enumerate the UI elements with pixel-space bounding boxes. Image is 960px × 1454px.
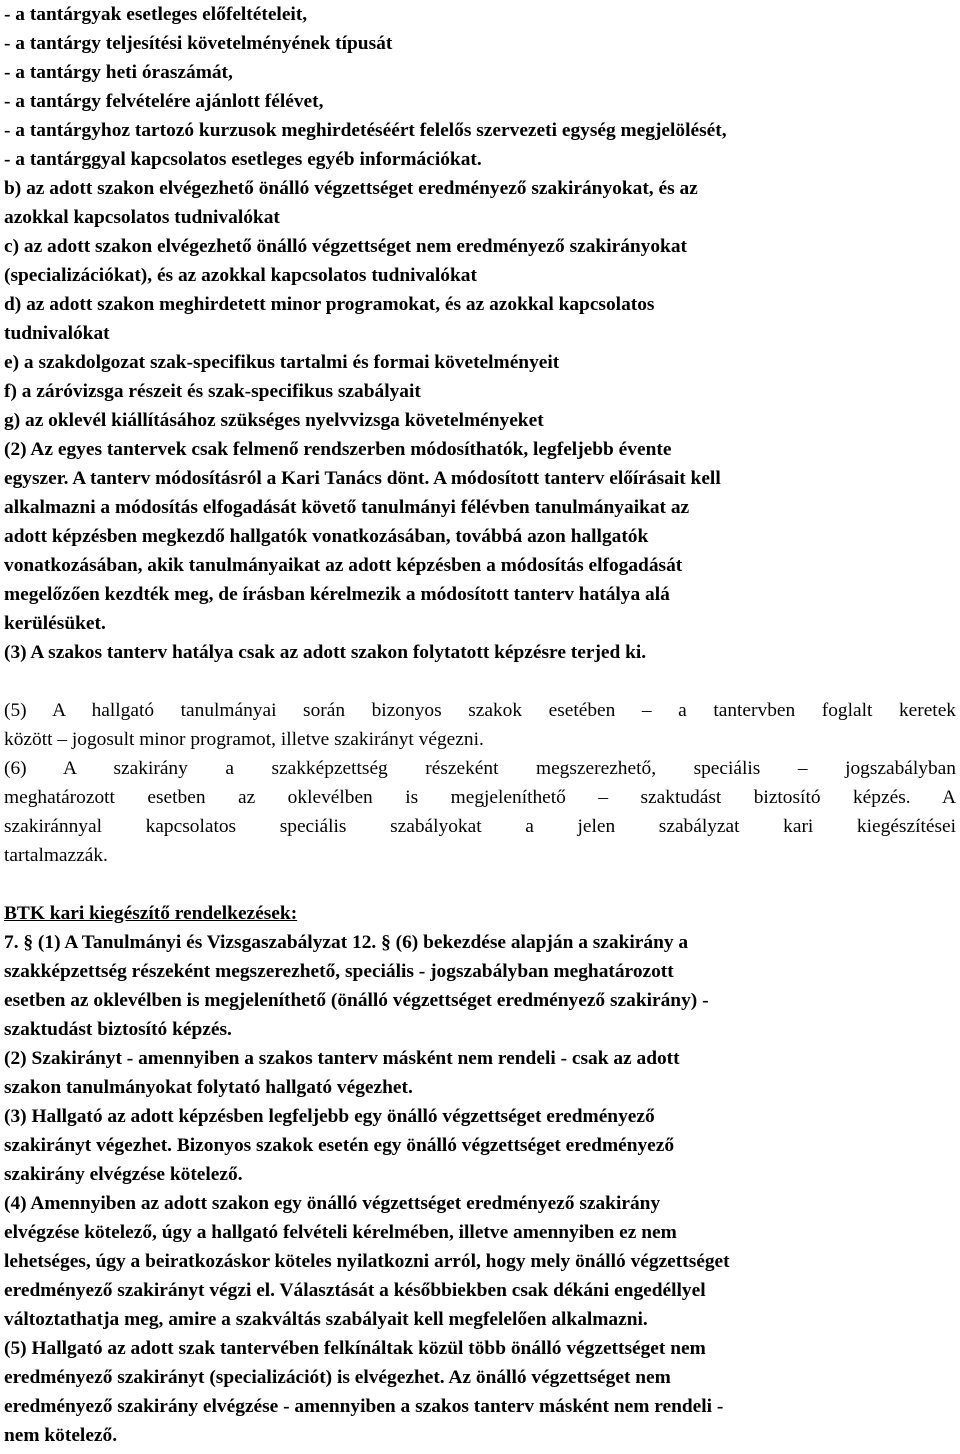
text-line: szakirányt végezhet. Bizonyos szakok esetén egy önálló végzettséget eredményező — [4, 1135, 675, 1156]
text-line: (3) A szakos tanterv hatálya csak az adott szakon folytatott képzésre terjed ki. — [4, 642, 647, 663]
text-line: alkalmazni a módosítás elfogadását követő tanulmányi félévben tanulmányaikat az — [4, 497, 690, 518]
text-line: e) a szakdolgozat szak-specifikus tartalmi és formai követelményeit — [4, 352, 560, 373]
list-item: - a tantárgyak esetleges előfeltételeit, — [4, 4, 308, 25]
list-item: - a tantárgy felvételére ajánlott félévet, — [4, 91, 324, 112]
text-line: tartalmazzák. — [4, 845, 108, 866]
text-line: (6) A szakirány a szakképzettség részeként megszerezhető, speciális – jogszabályban — [4, 758, 956, 779]
text-line: azokkal kapcsolatos tudnivalókat — [4, 207, 280, 228]
section-heading: BTK kari kiegészítő rendelkezések: — [4, 903, 298, 924]
spacer — [4, 667, 956, 696]
text-line: szakon tanulmányokat folytató hallgató végezhet. — [4, 1077, 413, 1098]
text-line: 7. § (1) A Tanulmányi és Vizsgaszabályzat 12. § (6) bekezdése alapján a szakirány a — [4, 932, 689, 953]
text-line: tudnivalókat — [4, 323, 110, 344]
text-line: d) az adott szakon meghirdetett minor programokat, és az azokkal kapcsolatos — [4, 294, 655, 315]
text-line: szakirány elvégzése kötelező. — [4, 1164, 243, 1185]
text-line: c) az adott szakon elvégezhető önálló végzettséget nem eredményező szakirányokat — [4, 236, 687, 257]
text-line: g) az oklevél kiállításához szükséges nyelvvizsga követelményeket — [4, 410, 544, 431]
text-line: b) az adott szakon elvégezhető önálló végzettséget eredményező szakirányokat, és az — [4, 178, 698, 199]
text-line: szaktudást biztosító képzés. — [4, 1019, 232, 1040]
text-line: eredményező szakirányt végzi el. Választását a későbbiekben csak dékáni engedéllyel — [4, 1280, 706, 1301]
text-line: lehetséges, úgy a beiratkozáskor köteles nyilatkozni arról, hogy mely önálló végzettséget — [4, 1251, 730, 1272]
text-line: (4) Amennyiben az adott szakon egy önálló végzettséget eredményező szakirány — [4, 1193, 661, 1214]
text-line: elvégzése kötelező, úgy a hallgató felvételi kérelmében, illetve amennyiben ez nem — [4, 1222, 677, 1243]
text-line: (2) Szakirányt - amennyiben a szakos tanterv másként nem rendeli - csak az adott — [4, 1048, 680, 1069]
text-line: adott képzésben megkezdő hallgatók vonatkozásában, továbbá azon hallgatók — [4, 526, 649, 547]
course-info-list — [4, 0, 956, 174]
document-page — [4, 0, 956, 1450]
list-item: - a tantárggyal kapcsolatos esetleges egyéb információkat. — [4, 149, 482, 170]
text-line: szakképzettség részeként megszerezhető, speciális - jogszabályban meghatározott — [4, 961, 674, 982]
text-line: (3) Hallgató az adott képzésben legfeljebb egy önálló végzettséget eredményező — [4, 1106, 655, 1127]
text-line: szakiránnyal kapcsolatos speciális szabályokat a jelen szabályzat kari kiegészítései — [4, 816, 956, 837]
list-item: - a tantárgy heti óraszámát, — [4, 62, 233, 83]
text-line: (5) A hallgató tanulmányai során bizonyos szakok esetében – a tantervben foglalt keretek — [4, 700, 956, 721]
spacer — [4, 870, 956, 899]
text-line: változtathatja meg, amire a szakváltás szabályait kell megfelelően alkalmazni. — [4, 1309, 648, 1330]
text-line: eredményező szakirányt (specializációt) is elvégezhet. Az önálló végzettséget nem — [4, 1367, 671, 1388]
text-line: esetben az oklevélben is megjeleníthető (önálló végzettséget eredményező szakirány) - — [4, 990, 709, 1011]
text-line: egyszer. A tanterv módosításról a Kari Tanács dönt. A módosított tanterv előírásait kell — [4, 468, 721, 489]
text-line: eredményező szakirány elvégzése - amennyiben a szakos tanterv másként nem rendeli - — [4, 1396, 724, 1417]
text-line: megelőzően kezdték meg, de írásban kérelmezik a módosított tanterv hatálya alá — [4, 584, 670, 605]
curriculum-items — [4, 174, 956, 667]
text-line: meghatározott esetben az oklevélben is megjeleníthető – szaktudást biztosító képzés. A — [4, 787, 956, 808]
text-line: között – jogosult minor programot, illetve szakirányt végezni. — [4, 729, 484, 750]
list-item: - a tantárgyhoz tartozó kurzusok meghirdetéséért felelős szervezeti egység megjelölését, — [4, 120, 727, 141]
text-line: nem kötelező. — [4, 1425, 118, 1446]
text-line: (specializációkat), és az azokkal kapcsolatos tudnivalókat — [4, 265, 477, 286]
text-line: (5) Hallgató az adott szak tantervében felkínáltak közül több önálló végzettséget nem — [4, 1338, 706, 1359]
regulation-paragraphs — [4, 696, 956, 870]
text-line: (2) Az egyes tantervek csak felmenő rendszerben módosíthatók, legfeljebb évente — [4, 439, 672, 460]
text-line: f) a záróvizsga részeit és szak-specifikus szabályait — [4, 381, 421, 402]
btk-provisions — [4, 928, 956, 1450]
text-line: kerülésüket. — [4, 613, 106, 634]
text-line: vonatkozásában, akik tanulmányaikat az adott képzésben a módosítás elfogadását — [4, 555, 683, 576]
list-item: - a tantárgy teljesítési követelményének típusát — [4, 33, 393, 54]
